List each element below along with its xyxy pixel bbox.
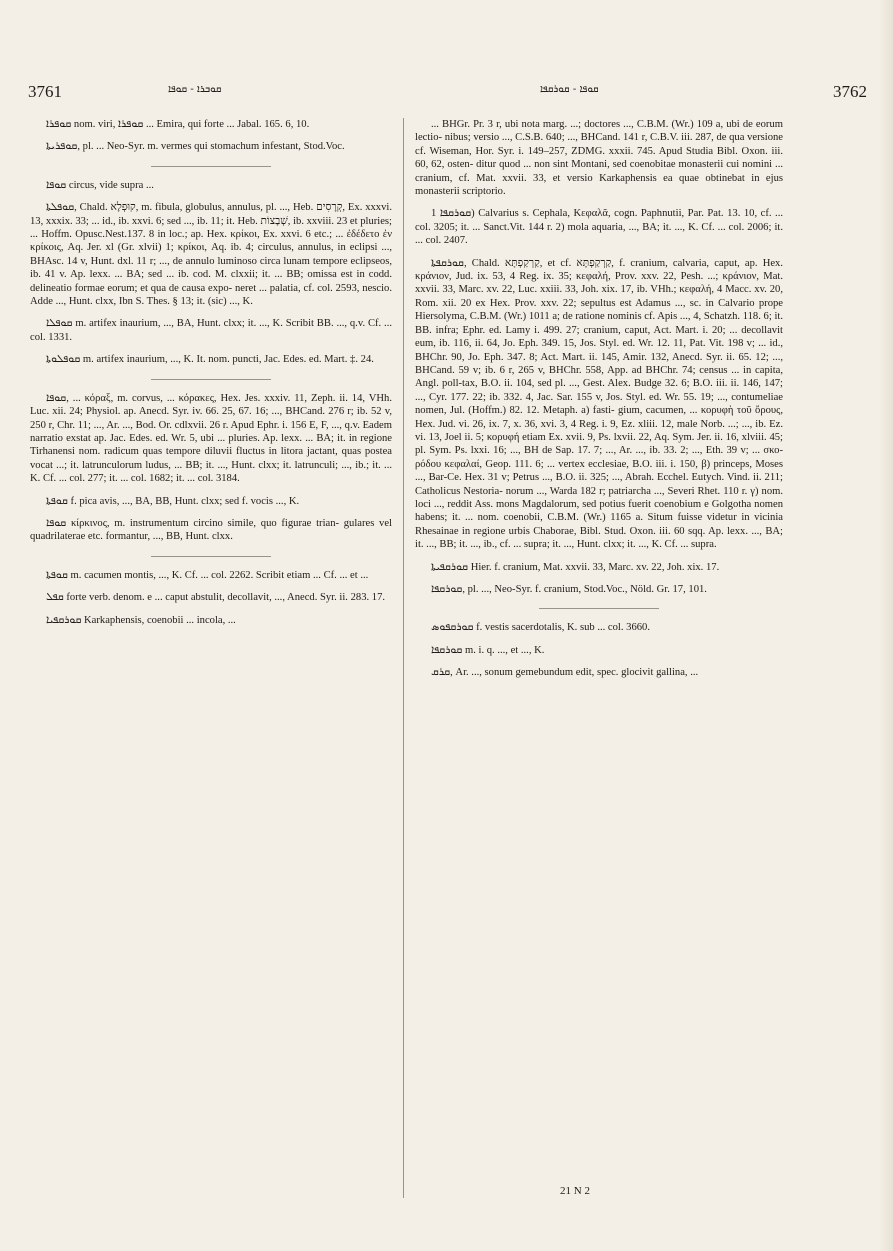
printer-signature: 21 N 2 [560, 1185, 590, 1197]
page-header [28, 82, 875, 108]
dictionary-entry: ܩܘܪܩܦܐ 1) Calvarius s. Cephala, Κεφαλᾶ, cogn. Paphnutii, Par. Pat. 13. 10, cf. ... col. 3205; it. ... Sanct.Vit. 144 r. 2) mola aquaria, ..., BA; it. ..., K. Cf. ... col. 2006; it. ... col. 2407. [415, 208, 784, 247]
dictionary-entry: ܩܘܦܐ circus, vide supra ... [46, 179, 154, 191]
left-column [30, 118, 392, 636]
dictionary-entry: ܩܘܦܐ, ... κόραξ, m. corvus, ... κόρακες, Hex. Jes. xxxiv. 11, Zeph. ii. 14, VHh. Luc. xii. 24; Physiol. ap. Anecd. Syr. iv. 66. 25, 67. 16; ..., BHCand. 276 r; ib. 52 v, 250 r, Chr. 11; ..., Ar. ..., Bod. Or. cdlxvii. 26 r. Apud Ephr. i. 156 E, F, ..., q.v. Eadem narratio exstat ap. Jac. Edes. ed. Wr. 5, ubi ... pluries. Ap. lexx. ... BA; it. in regione Tirhanensi nom. radicum quas tempore diluvii fluctus in litora jactant, quas postea vocat ...; it. latrunculorum ludus, ... BB; it. ..., Hunt. clxx; it. latrunculi; ..., ib.; it. ... K. Cf. ... col. 277; it. ... col. 1682; it. ... col. 3184. [30, 392, 392, 485]
dictionary-entry: ܩܘܦܪܐ nom. viri, ܩܘܦܪܐ ... Emira, qui forte ... Jabal. 165. 6, 10. [46, 119, 310, 130]
dictionary-entry: ܩܘܦܠܐ m. artifex inaurium, ..., BA, Hunt. clxx; it. ..., K. Scribit BB. ..., q.v. Cf. ... col. 1331. [30, 318, 392, 343]
dictionary-entry: ܩܘܦܐ κίρκινος, m. instrumentum circino simile, quo figurae trian- gulares vel quadrilaterae etc. formantur, ..., BB, Hunt. clxx. [30, 517, 392, 543]
dictionary-entry: ܩܘܪܩܦܐ m. i. q. ..., et ..., K. [431, 644, 545, 656]
right-page-number: 3762 [833, 82, 867, 101]
dictionary-entry: ܩܘܦܬܐ f. pica avis, ..., BA, BB, Hunt. clxx; sed f. vocis ..., K. [46, 495, 300, 507]
left-running-title: ܩܘܒܪܐ - ܩܘܦܐ [168, 84, 222, 95]
dictionary-entry: ܩܘܦܪܝܬܐ, pl. ... Neo-Syr. m. vermes qui stomachum infestant, Stod.Voc. [46, 141, 345, 153]
dictionary-entry: ܩܦܠ forte verb. denom. e ... caput abstulit, decollavit, ..., Anecd. Syr. ii. 283. 17. [46, 592, 386, 604]
column-divider [403, 118, 404, 1198]
dictionary-entry: ܩܘܪܩܦܐ, pl. ..., Neo-Syr. f. cranium, Stod.Voc., Nöld. Gr. 17, 101. [431, 584, 707, 595]
dictionary-entry: ܩܘܪܩܦܬܐ, Chald. קַרְקַפְתָּא, et cf. קַרְקַפְתָּא, f. cranium, calvaria, caput, ap. Hex. κράνιον, Jud. ix. 53, 4 Reg. ix. 35; κεφαλή, Prov. xxv. 22, Pesh. ...; κράνιον, Mat. xxvii. 33, Marc. xv. 22, Luc. xxiii. 33, Joh. xix. 17, ib. VHh.; κεφαλή, 4 Macc. xv. 20, Rom. xii. 20 ex Hex. Prov. xxv. 22; sepultus est Adamus ..., sc. in Calvario prope Hiersolyma, C.B.M. (Wr.) 1011 a; de ratione nominis cf. Apis ..., 4, Schatzh. 118. 6; it. BB. infra; Ephr. ed. Lamy i. 499. 27; cranium, caput, Act. Mart. i. 20; ... decollavit eum, ib. 116, ii. 64, Jo. Eph. 349. 15, Jos. Styl. ed. Wr. 12. 11, Pat. Vit. 198 v; ... id., BHChr. 90, Jo. Eph. 347. 8; Act. Mart. ii. 145, Amir. 132, Anecd. Syr. ii. 65. 12; ..., BHCand. 59 v; ib. 6 r, 265 v, BHChr. 558, App. ad BHChr. 74; census ... in capita, Angl. poll-tax, B.O. ii. 104, sed pl. ..., Gest. Alex. Budge 32. 6; B.O. iii. ii. 146, 147; ..., Cyr. 177. 22; ib. 332. 4, Jac. Sar. 155 v, Jos. Styl. ed. Wr. 55. 19; ..., contumeliae nomen, Jul. (Hoffm.) 82. 12. Metaph. a) fasti- gium, cacumen, ... κορυφὴ τοῦ ὄρους, Hex. Jud. vi. 26, ix. 7, x. 36, xvi. 3, 4 Reg. i. 9, Ez. xliii. 12, male Norb. ...; ..., ib. Ez. vi. 13, Joel ii. 5; κορυφή etiam Ex. xvii. 9, Ps. lxvii. 22, Aq. Sym. Jer. ii. 16, xlviii. 45; pl. Sym. Ps. lxxi. 16; ..., BH de Sap. 17. 7; ..., Ar. ..., ib. 33. 2; ..., Eth. 39 v; ... σκο- ρόδου κεφαλαί, Geop. 111. 6; ... vertex ecclesiae, B.O. iii. i. 150, β) princeps, Moses ..., Bar-Ce. Hex. 31 v; Petrus ..., B.O. ii. 325; ..., Abrah. Ecchel. Eutych. Vind. ii. 211; Catholicus Nestoria- norum ..., Warda 182 r; patriarcha ..., Severi Rhet. 110 r. γ) nom. loci ..., reddit Ass. mons Magdalorum, sed potius fuerit coenobium e Golgotha nomen habens; it. ... nom. coenobii, C.B.M. (Wr.) 1165 a. Situm fuisse videtur in vicinia Rhesainae in regione urbis Chaborae, Bibl. Stud. Oxon. iii. 60 sqq. Ap. lexx. ..., BA; it. ..., BB; it. ..., ib., cf. ... supra; it. ..., Hunt. clxx; it. ..., K. Cf. ... supra. [415, 257, 784, 551]
dictionary-entry: ܩܘܦܠܬܐ, Chald. קוּפְלָא, m. fibula, globulus, annulus, pl. ..., Heb. קְרָסִים, Ex. xxxvi. 13, xxxix. 33; ... id., ib. xxvi. 6; sed ..., ib. 11; it. Heb. שְׁבָצוֹת, ib. xxviii. 23 et pluries; ... Hoffm. Opusc.Nest.137. 8 in loc.; ap. Hex. κρίκοι, Ex. xxvi. 6 etc.; ... ἐδέδετο ἐν κρίκοις, Aq. Jer. xl (Gr. xlvii) 1; κρίκοι, Aq. ib. 4; circulus, annulus, in eclipsi ..., BHAsc. 14 v, Hunt. dxl. 11 r; ..., de annulo luminoso circa lunam tempore eclipseos, ib. 41 v. Ap. lexx. ... BA; sed ... ib. cod. M. clxxii; it. ... BB; omissa est in codd. delineatio formae eorum; et qua de causa expo- neret ... palatia, cf. col. 2593, nescio. Adde ..., Hunt. clxx, Ibn S. Thes. § 13; it. (sic) ..., K. [30, 202, 392, 308]
page-edge-shadow [879, 0, 893, 1251]
section-divider [151, 166, 271, 167]
dictionary-entry: ܩܘܪܩܦܝܬܐ Hier. f. cranium, Mat. xxvii. 33, Marc. xv. 22, Joh. xix. 17. [431, 561, 720, 573]
dictionary-entry: ܩܘܪܩܦܘܣ f. vestis sacerdotalis, K. sub ... col. 3660. [431, 622, 650, 634]
left-page-number: 3761 [28, 82, 62, 101]
right-column [415, 118, 783, 689]
dictionary-entry: ܩܘܦܠܘܬܐ m. artifex inaurium, ..., K. It. nom. puncti, Jac. Edes. ed. Mart. ‡. 24. [46, 354, 374, 366]
dictionary-entry: ܩܘܦܬܐ m. cacumen montis, ..., K. Cf. ... col. 2262. Scribit etiam ... Cf. ... et ... [46, 569, 369, 581]
dictionary-entry: ܩܪܩ, Ar. ..., sonum gemebundum edit, spec. glocivit gallina, ... [431, 667, 699, 679]
dictionary-entry: ... BHGr. Pr. 3 r, ubi nota marg. ...; doctores ..., C.B.M. (Wr.) 109 a, ubi de eorum lectio- nibus; versio ..., C.S.B. 640; ..., BHCand. 141 r, C.B.V. iii. 287, de qua versione cf. Wiseman, Hor. Syr. i. 149–257, ZDMG. xxxii. 745. Apud Studia Bibl. Oxon. iii. 60, 62, osten- ditur quod ... non sint Montani, sed coenobitae monasterii cui nomini ... cranium, cf. Mat. xxvii. 33, et versio Karkaphensis ea quae obtinebat in ejus monasterii scriptorio. [415, 119, 783, 198]
section-divider [539, 608, 659, 609]
section-divider [151, 379, 271, 380]
section-divider [151, 556, 271, 557]
dictionary-entry: ܩܘܪܩܦܝܐ Karkaphensis, coenobii ... incola, ... [46, 614, 236, 626]
right-running-title: ܩܘܦܐ - ܩܘܪܩܦܐ [540, 84, 599, 95]
